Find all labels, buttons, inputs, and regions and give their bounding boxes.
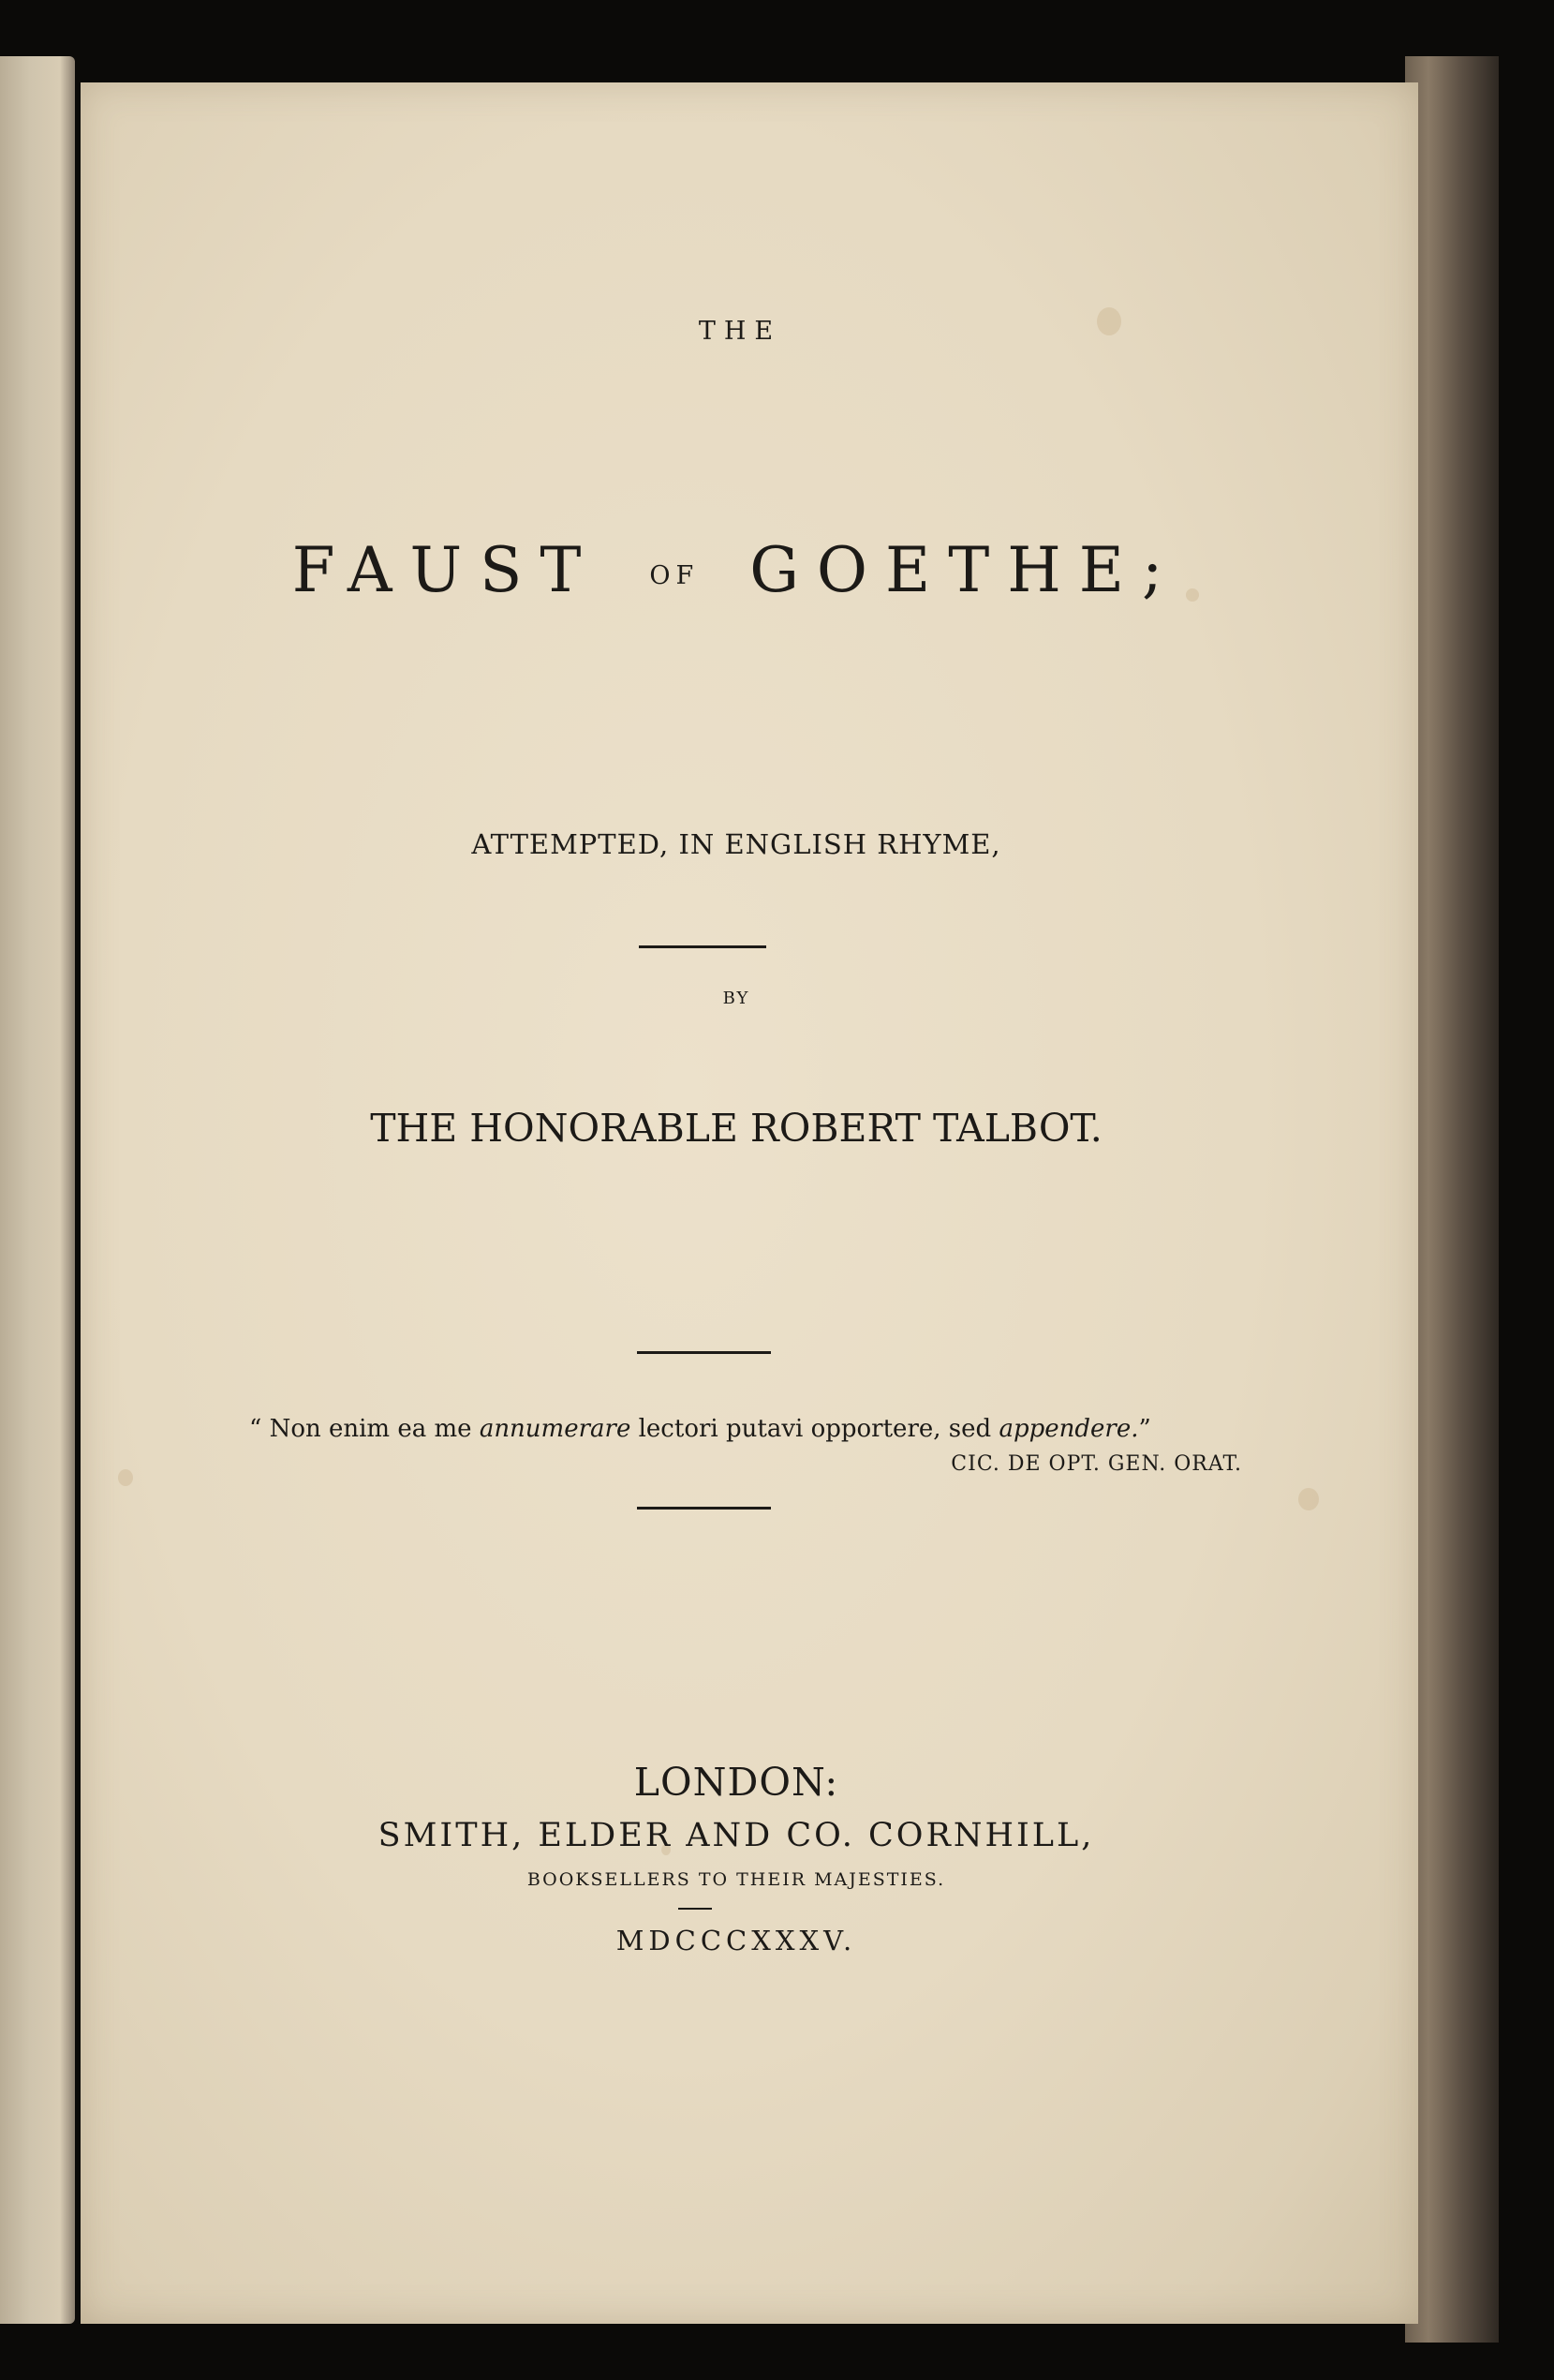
previous-page-edge (0, 56, 75, 2324)
title-faust: FAUST (291, 534, 599, 606)
epigraph-text-1: Non enim ea me (269, 1415, 472, 1443)
short-rule (678, 1908, 712, 1910)
publisher-note: BOOKSELLERS TO THEIR MAJESTIES. (526, 1869, 946, 1890)
epigraph-close-quote: ” (1138, 1415, 1151, 1443)
main-title (67, 534, 1405, 606)
publication-place: LONDON: (633, 1760, 839, 1805)
epigraph-italic-2: appendere. (999, 1415, 1139, 1443)
epigraph-italic-1: annumerare (479, 1415, 631, 1443)
publisher-name: SMITH, ELDER AND CO. CORNHILL, (377, 1817, 1095, 1854)
subtitle: ATTEMPTED, IN ENGLISH RHYME, (471, 828, 1001, 860)
divider-rule (637, 1507, 771, 1510)
foxing-spot (1298, 1488, 1319, 1510)
title-page (81, 82, 1418, 2324)
divider-rule (637, 1351, 771, 1354)
foxing-spot (118, 1469, 133, 1486)
book-cover-board (1405, 56, 1499, 2343)
divider-rule (639, 945, 766, 948)
epigraph-quote (249, 1415, 1242, 1443)
pre-title: THE (698, 317, 782, 346)
title-of: OF (649, 560, 700, 590)
epigraph-attribution: CIC. DE OPT. GEN. ORAT. (951, 1452, 1242, 1476)
publication-year: MDCCCXXXV. (615, 1925, 857, 1956)
by-label: BY (722, 989, 750, 1008)
title-goethe: GOETHE; (749, 534, 1181, 606)
epigraph-text-2: lectori putavi opportere, sed (638, 1415, 992, 1443)
epigraph-open-quote: “ (249, 1415, 262, 1443)
author-name: THE HONORABLE ROBERT TALBOT. (370, 1106, 1103, 1151)
